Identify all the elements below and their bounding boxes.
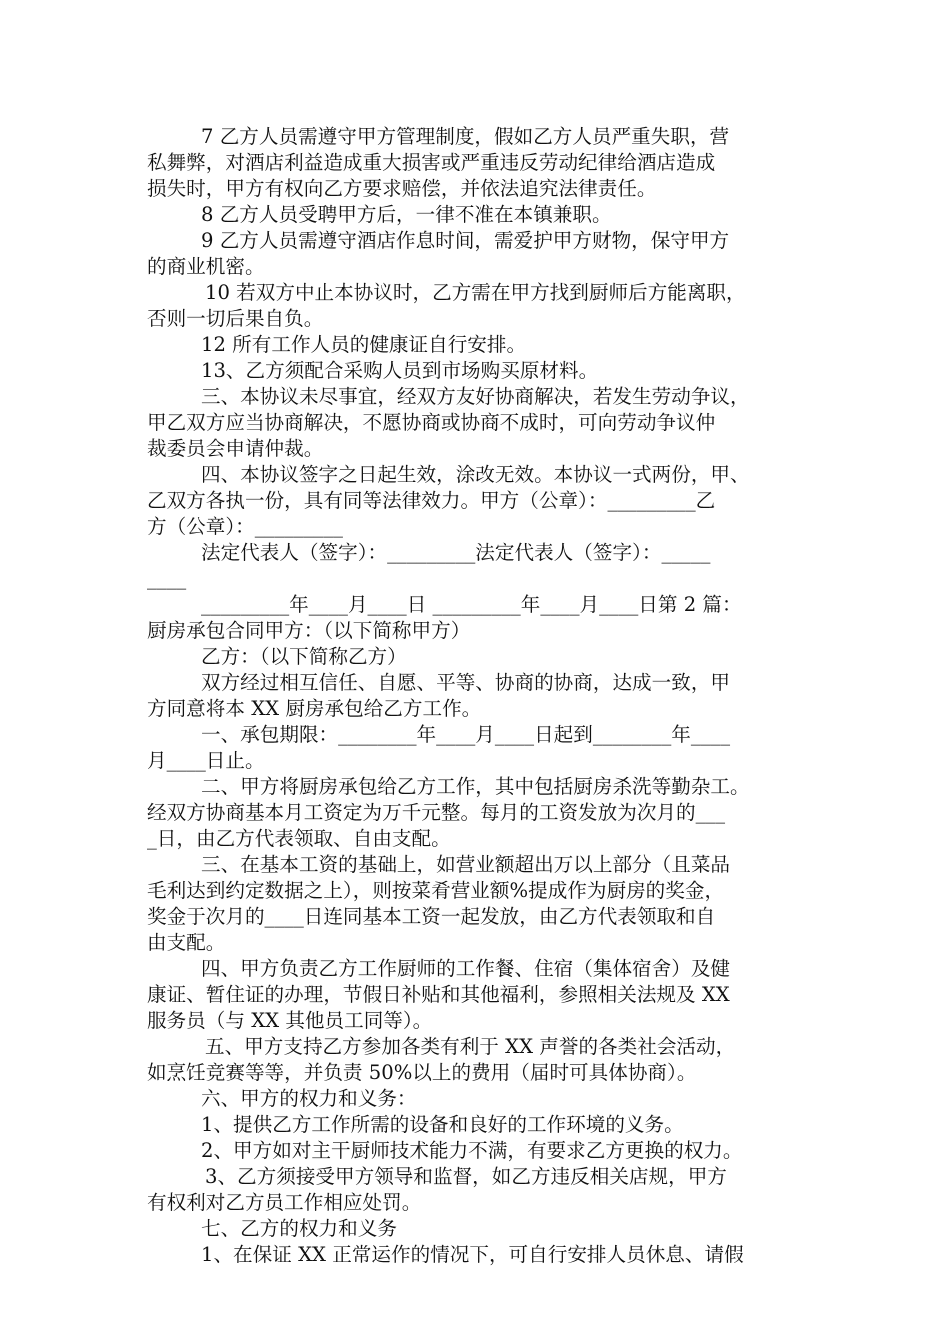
text-line: 有权利对乙方员工作相应处罚。	[147, 1191, 422, 1214]
text-line: 月____日止。	[147, 749, 265, 772]
text-line: 13、乙方须配合采购人员到市场购买原材料。	[201, 359, 599, 382]
text-line: 7 乙方人员需遵守甲方管理制度，假如乙方人员严重失职，营	[201, 125, 730, 148]
text-line: 经双方协商基本月工资定为万千元整。每月的工资发放为次月的___	[147, 801, 726, 824]
text-line: 的商业机密。	[147, 255, 265, 278]
text-line: 3、乙方须接受甲方领导和监督，如乙方违反相关店规，甲方	[205, 1165, 727, 1188]
document-page	[147, 124, 807, 1268]
text-line: 六、甲方的权力和义务：	[201, 1087, 417, 1110]
text-line: 1、在保证 XX 正常运作的情况下，可自行安排人员休息、请假	[201, 1243, 744, 1266]
text-line: 厨房承包合同甲方：（以下简称甲方）	[147, 619, 471, 642]
text-line: 方同意将本 XX 厨房承包给乙方工作。	[147, 697, 482, 720]
text-line: 三、在基本工资的基础上，如营业额超出万以上部分（且菜品	[201, 853, 731, 876]
text-line: 七、乙方的权力和义务	[201, 1217, 397, 1240]
text-line: 乙双方各执一份，具有同等法律效力。甲方（公章）：_________乙	[147, 489, 716, 512]
text-line: 由支配。	[147, 931, 226, 954]
text-line: 1、提供乙方工作所需的设备和良好的工作环境的义务。	[201, 1113, 684, 1136]
text-line: 8 乙方人员受聘甲方后，一律不准在本镇兼职。	[201, 203, 612, 226]
text-line: 损失时，甲方有权向乙方要求赔偿，并依法追究法律责任。	[147, 177, 657, 200]
text-line: 二、甲方将厨房承包给乙方工作，其中包括厨房杀洗等勤杂工。	[201, 775, 750, 798]
text-line: 康证、暂住证的办理，节假日补贴和其他福利，参照相关法规及 XX	[147, 983, 730, 1006]
text-line: 方（公章）：_________	[147, 515, 343, 538]
text-line: 一、承包期限：________年____月____日起到________年____	[201, 723, 731, 746]
text-line: ____	[147, 567, 187, 590]
text-line: 四、甲方负责乙方工作厨师的工作餐、住宿（集体宿舍）及健	[201, 957, 731, 980]
text-line: _日，由乙方代表领取、自由支配。	[147, 827, 451, 850]
text-line: 乙方：（以下简称乙方）	[201, 645, 407, 668]
text-line: 双方经过相互信任、自愿、平等、协商的协商，达成一致，甲	[201, 671, 731, 694]
text-line: _________年____月____日 _________年____月____日第 2 篇：	[201, 593, 742, 616]
text-line: 如烹饪竞赛等等，并负责 50%以上的费用（届时可具体协商）。	[147, 1061, 697, 1084]
text-line: 12 所有工作人员的健康证自行安排。	[201, 333, 527, 356]
text-line: 三、本协议未尽事宜，经双方友好协商解决，若发生劳动争议，	[201, 385, 750, 408]
text-line: 甲乙双方应当协商解决，不愿协商或协商不成时，可向劳动争议仲	[147, 411, 716, 434]
text-line: 奖金于次月的____日连同基本工资一起发放，由乙方代表领取和自	[147, 905, 716, 928]
text-line: 否则一切后果自负。	[147, 307, 324, 330]
text-line: 五、甲方支持乙方参加各类有利于 XX 声誉的各类社会活动，	[205, 1035, 736, 1058]
text-line: 服务员（与 XX 其他员工同等）。	[147, 1009, 433, 1032]
text-line: 法定代表人（签字）：_________法定代表人（签字）：_____	[201, 541, 711, 564]
text-line: 2、甲方如对主干厨师技术能力不满，有要求乙方更换的权力。	[201, 1139, 743, 1162]
text-line: 四、本协议签字之日起生效，涂改无效。本协议一式两份，甲、	[201, 463, 750, 486]
text-line: 裁委员会申请仲裁。	[147, 437, 324, 460]
text-line: 毛利达到约定数据之上），则按菜肴营业额%提成作为厨房的奖金，	[147, 879, 725, 902]
text-line: 9 乙方人员需遵守酒店作息时间，需爱护甲方财物，保守甲方	[201, 229, 730, 252]
text-line: 私舞弊，对酒店利益造成重大损害或严重违反劳动纪律给酒店造成	[147, 151, 716, 174]
text-line: 10 若双方中止本协议时，乙方需在甲方找到厨师后方能离职，	[205, 281, 746, 304]
